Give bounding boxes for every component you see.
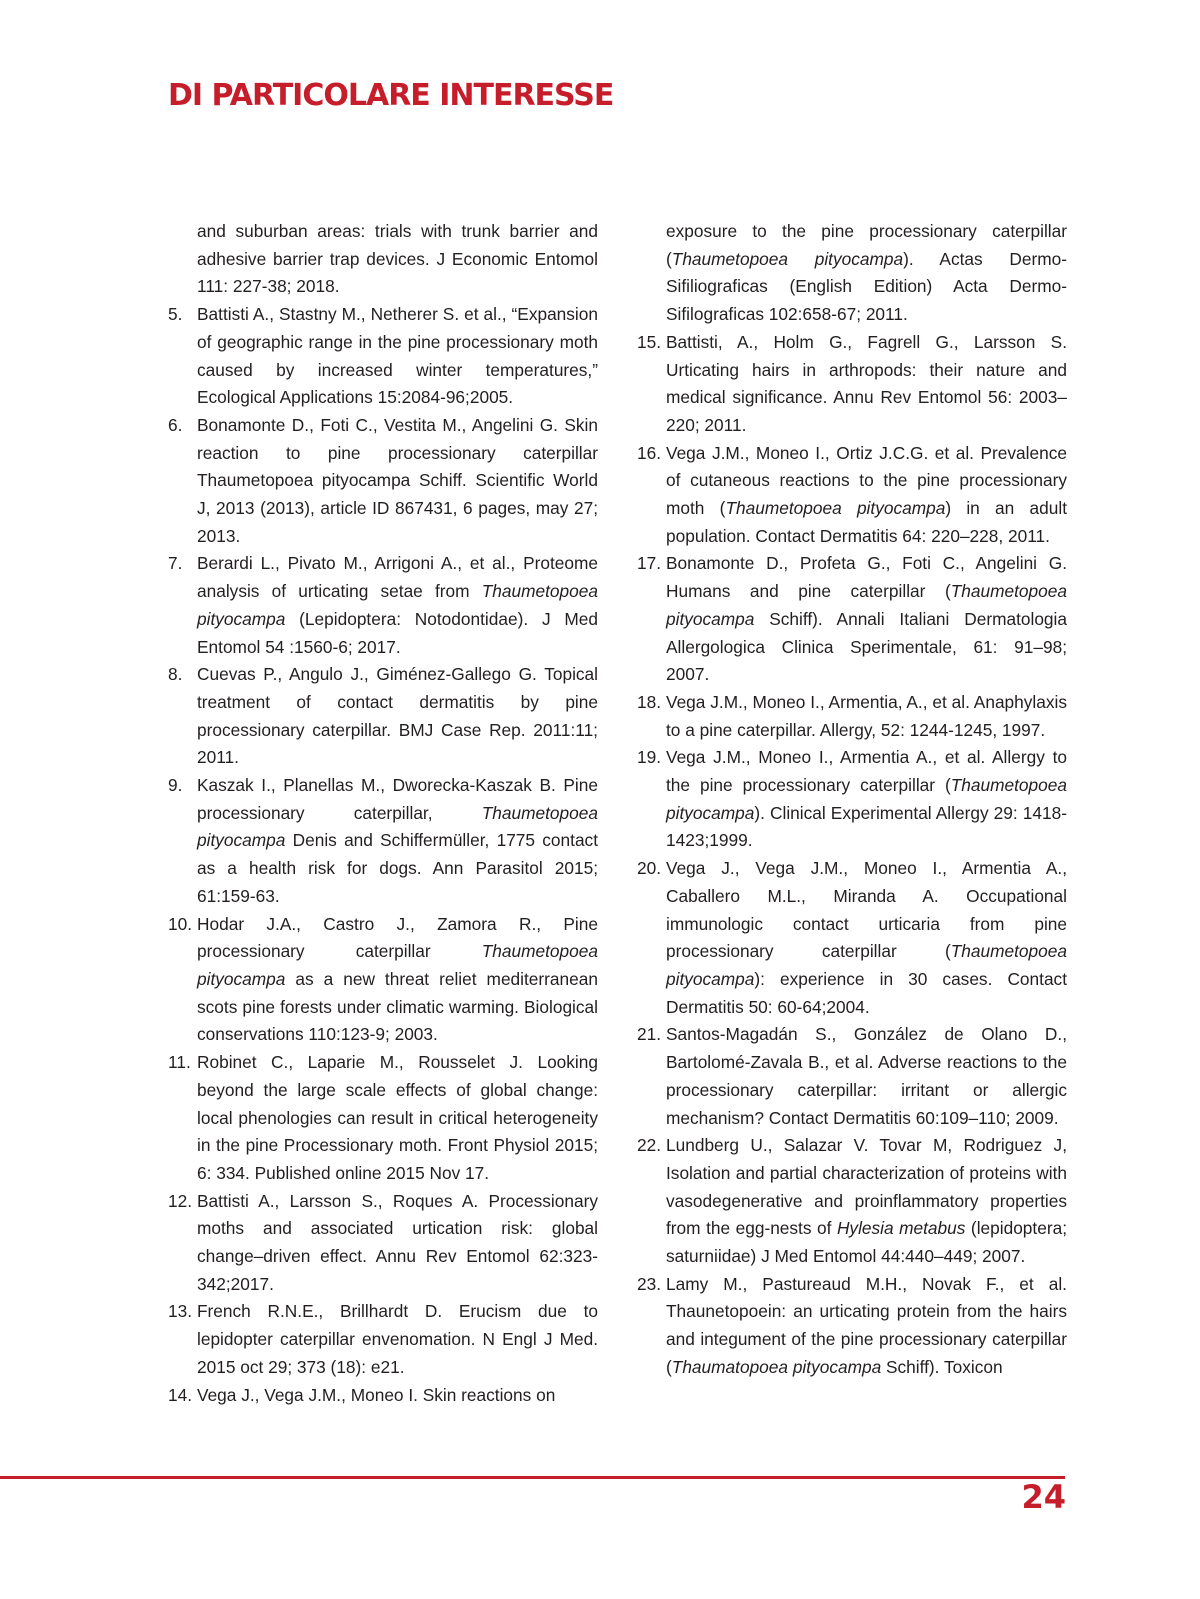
reference-item — [168, 1298, 598, 1381]
species-name: Thaumetopoea pityocampa — [725, 498, 946, 519]
reference-text-part: Denis and Schiffermüller, 1775 contact as a health risk for dogs. Ann Parasitol 2015; 61:159-63. — [197, 830, 598, 906]
reference-item — [637, 1021, 1067, 1132]
reference-text — [666, 440, 1067, 551]
reference-item — [168, 412, 598, 551]
reference-text-part: Vega J.M., Moneo I., Ortiz J.C.G. et al. Prevalence of cutaneous reactions to the pine processionary moth ( — [666, 442, 1067, 519]
reference-item — [637, 855, 1067, 1021]
reference-text-part: Vega J.M., Moneo I., Armentia A., et al. Allergy to the pine processionary caterpillar ( — [666, 747, 1067, 796]
reference-text-part: ): experience in 30 cases. Contact Dermatitis 50: 60-64;2004. — [666, 968, 1067, 1017]
reference-item — [168, 1049, 598, 1188]
reference-number: 15. — [637, 331, 662, 352]
reference-text: Battisti, A., Holm G., Fagrell G., Larsson S. Urticating hairs in arthropods: their nature and medical significance. Annu Rev Entomol 56: 2003–220; 2011. — [666, 331, 1067, 435]
reference-item — [168, 911, 598, 1050]
species-name: Thaumetopoea pityocampa — [666, 581, 1067, 629]
reference-text-part: Lamy M., Pastureaud M.H., Novak F., et al. Thaunetopoein: an urticating protein from the hairs and integument of the pine processionary caterpillar ( — [666, 1273, 1067, 1377]
reference-text: French R.N.E., Brillhardt D. Erucism due to lepidopter caterpillar envenomation. N Engl J Med. 2015 oct 29; 373 (18): e21. — [197, 1301, 598, 1377]
species-name: Thaumetopoea pityocampa — [666, 775, 1067, 823]
reference-text-part: Hodar J.A., Castro J., Zamora R., Pine processionary caterpillar — [197, 913, 598, 962]
reference-text-part: Berardi L., Pivato M., Arrigoni A., et al., Proteome analysis of urticating setae from — [197, 553, 598, 602]
reference-item — [637, 744, 1067, 855]
reference-number: 16. — [637, 442, 662, 463]
reference-number: 7. — [168, 553, 183, 574]
reference-number: 9. — [168, 775, 183, 796]
reference-item — [637, 1271, 1067, 1382]
reference-text — [666, 855, 1067, 1021]
reference-text-part: Vega J., Vega J.M., Moneo I., Armentia A., Caballero M.L., Miranda A. Occupational immunologic contact urticaria from pine processionary caterpillar ( — [666, 858, 1067, 962]
reference-item — [168, 1382, 598, 1410]
reference-item — [637, 1132, 1067, 1271]
reference-item — [637, 440, 1067, 551]
species-name: Thaumetopoea pityocampa — [197, 941, 598, 989]
reference-number: 22. — [637, 1135, 662, 1156]
reference-number: 10. — [168, 913, 193, 934]
reference-text-part: (lepidoptera; saturniidae) J Med Entomol 44:440–449; 2007. — [666, 1218, 1068, 1267]
reference-text: Bonamonte D., Foti C., Vestita M., Angelini G. Skin reaction to pine processionary caterpillar Thaumetopoea pityocampa Schiff. Scientific World J, 2013 (2013), article ID 867431, 6 pages, may 27; 2013. — [197, 414, 598, 546]
reference-item — [637, 329, 1067, 440]
species-name: Thaumetopoea pityocampa — [666, 941, 1067, 989]
reference-text-part: Schiff). Annali Italiani Dermatologia Allergologica Clinica Sperimentale, 61: 91–98; 2007. — [666, 608, 1067, 685]
reference-text-part: Bonamonte D., Profeta G., Foti C., Angelini G. Humans and pine caterpillar ( — [666, 553, 1067, 602]
species-name: Thaumatopoea pityocampa — [671, 1356, 882, 1377]
reference-item — [168, 301, 598, 412]
reference-text — [666, 1132, 1067, 1271]
footer-rule — [0, 1476, 1065, 1479]
page-number: 24 — [1021, 1478, 1066, 1516]
reference-number: 20. — [637, 858, 662, 879]
reference-continuation: and suburban areas: trials with trunk barrier and adhesive barrier trap devices. J Economic Entomol 111: 227-38; 2018. — [197, 221, 598, 297]
reference-text: Cuevas P., Angulo J., Giménez-Gallego G. Topical treatment of contact dermatitis by pine processionary caterpillar. BMJ Case Rep. 2011:11; 2011. — [197, 664, 598, 768]
reference-text-part: Kaszak I., Planellas M., Dworecka-Kaszak B. Pine processionary caterpillar, — [197, 775, 598, 823]
species-name: Thaumetopoea pityocampa — [671, 248, 904, 269]
reference-number: 18. — [637, 691, 662, 712]
reference-item — [168, 772, 598, 911]
reference-text-part: Lundberg U., Salazar V. Tovar M, Rodriguez J, Isolation and partial characterization of proteins with vasodegenerative and proinflammatory properties from the egg-nests of — [666, 1135, 1067, 1239]
reference-text: ). Actas Dermo-Sifiliograficas (English Edition) Acta Dermo-Sifilograficas 102:658-67; 2011. — [666, 248, 1067, 325]
reference-number: 12. — [168, 1190, 193, 1211]
reference-number: 21. — [637, 1024, 662, 1045]
reference-text-part: as a new threat reliet mediterranean scots pine forests under climatic warming. Biological conservations 110:123-9; 2003. — [197, 968, 598, 1045]
reference-item — [168, 1188, 598, 1299]
reference-number: 6. — [168, 414, 183, 435]
reference-number: 8. — [168, 664, 183, 685]
species-name: Hylesia metabus — [836, 1218, 966, 1239]
reference-list-left — [168, 301, 598, 1409]
left-column — [168, 218, 598, 1409]
reference-text-part: ). Clinical Experimental Allergy 29: 1418-1423;1999. — [666, 802, 1067, 851]
reference-text: exposure to the pine processionary caterpillar ( — [666, 221, 1067, 269]
reference-text-part: (Lepidoptera: Notodontidae). J Med Entomol 54 :1560-6; 2017. — [197, 608, 598, 657]
reference-number: 17. — [637, 553, 662, 574]
reference-text: Vega J.M., Moneo I., Armentia, A., et al. Anaphylaxis to a pine caterpillar. Allergy, 52: 1244-1245, 1997. — [666, 691, 1067, 740]
section-title: DI PARTICOLARE INTERESSE — [168, 78, 614, 113]
species-name: Thaumetopoea pityocampa — [197, 581, 598, 629]
reference-number: 14. — [168, 1384, 193, 1405]
reference-text — [197, 772, 598, 911]
reference-text — [666, 744, 1067, 855]
reference-list-right — [637, 329, 1067, 1382]
reference-item — [637, 550, 1067, 689]
reference-text — [197, 550, 598, 661]
reference-text-part: ) in an adult population. Contact Dermatitis 64: 220–228, 2011. — [666, 498, 1067, 546]
reference-number: 5. — [168, 304, 183, 325]
reference-text — [666, 550, 1067, 689]
reference-item — [168, 661, 598, 772]
reference-item — [168, 550, 598, 661]
reference-number: 19. — [637, 747, 662, 768]
reference-number: 13. — [168, 1301, 193, 1322]
reference-text: Battisti A., Larsson S., Roques A. Processionary moths and associated urtication risk: global change–driven effect. Annu Rev Entomol 62:323-342;2017. — [197, 1190, 598, 1294]
species-name: Thaumetopoea pityocampa — [197, 802, 598, 851]
reference-item — [637, 689, 1067, 744]
reference-text: Santos-Magadán S., González de Olano D., Bartolomé-Zavala B., et al. Adverse reactions to the processionary caterpillar: irritant or allergic mechanism? Contact Dermatitis 60:109–110; 2009. — [666, 1024, 1067, 1128]
reference-text: Battisti A., Stastny M., Netherer S. et al., “Expansion of geographic range in the pine processionary moth caused by increased winter temperatures,” Ecological Applications 15:2084-96;2005. — [197, 304, 598, 408]
reference-text: Robinet C., Laparie M., Rousselet J. Looking beyond the large scale effects of global change: local phenologies can result in critical heterogeneity in the pine Processionary moth. Front Physiol 2015; 6: 334. Published online 2015 Nov 17. — [197, 1052, 598, 1183]
reference-text-part: Schiff). Toxicon — [881, 1356, 1003, 1377]
reference-text — [197, 911, 598, 1050]
right-column — [637, 218, 1067, 1382]
reference-continuation — [637, 218, 1067, 329]
reference-number: 23. — [637, 1273, 662, 1294]
reference-number: 11. — [168, 1052, 191, 1073]
reference-text — [666, 1271, 1067, 1382]
reference-text: Vega J., Vega J.M., Moneo I. Skin reactions on — [197, 1384, 556, 1405]
